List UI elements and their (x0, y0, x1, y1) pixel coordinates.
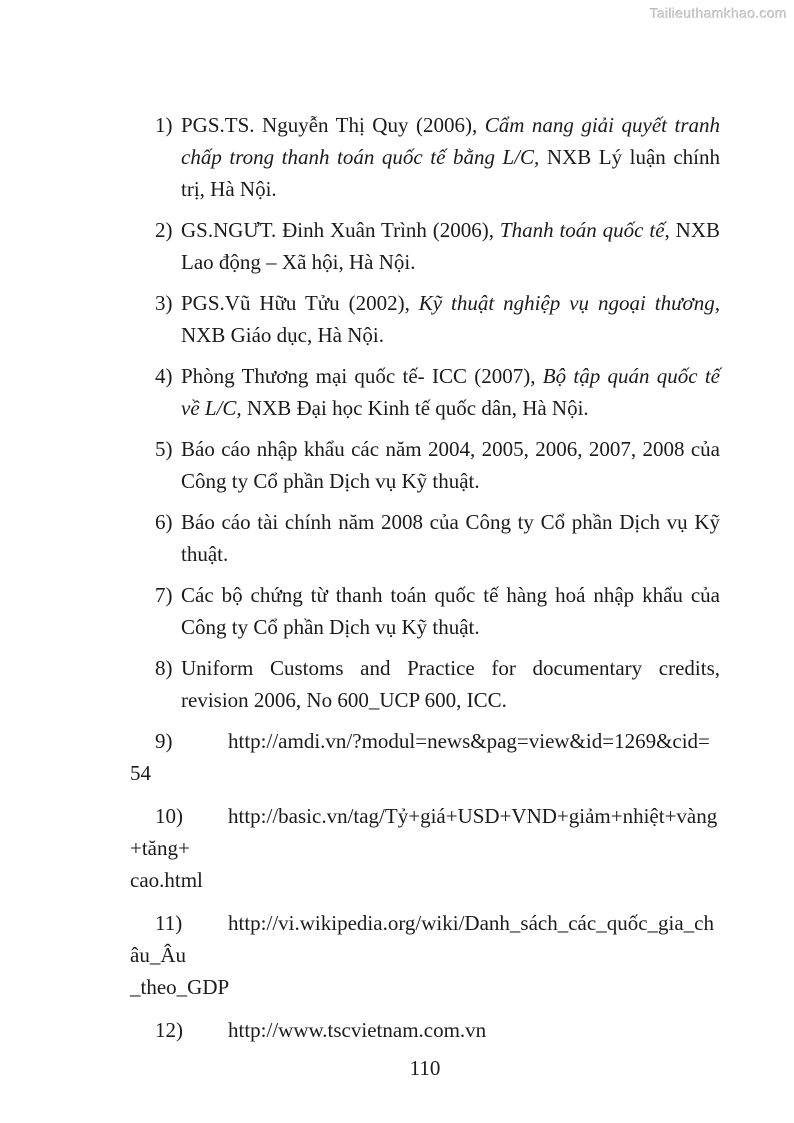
reference-url: http://amdi.vn/?modul=news&pag=view&id=1269&cid=54 (130, 729, 710, 785)
page-number: 110 (409, 1056, 441, 1080)
reference-item-7 (130, 579, 720, 643)
reference-number: 6) (155, 510, 173, 534)
reference-item-10 (130, 800, 720, 896)
reference-item-3 (130, 287, 720, 351)
reference-item-6 (130, 506, 720, 570)
reference-number: 4) (155, 364, 173, 388)
reference-item-11 (130, 907, 720, 1003)
reference-number: 1) (155, 113, 173, 137)
reference-text: Uniform Customs and Practice for documentary credits, revision 2006, No 600_UCP 600, ICC. (181, 656, 720, 712)
reference-item-1 (130, 109, 720, 205)
reference-number: 9) (155, 729, 173, 753)
reference-text: Báo cáo nhập khẩu các năm 2004, 2005, 2006, 2007, 2008 của Công ty Cổ phần Dịch vụ Kỹ thuật. (181, 437, 720, 493)
reference-text: GS.NGƯT. Đinh Xuân Trình (2006), Thanh toán quốc tế, NXB Lao động – Xã hội, Hà Nội. (181, 218, 721, 274)
reference-text: PGS.TS. Nguyễn Thị Quy (2006), Cẩm nang giải quyết tranh chấp trong thanh toán quốc tế bằng L/C, NXB Lý luận chính trị, Hà Nội. (181, 113, 720, 201)
reference-item-8 (130, 652, 720, 716)
reference-url-continuation: cao.html (130, 868, 203, 892)
reference-item-9 (130, 725, 720, 789)
reference-url: http://www.tscvietnam.com.vn (228, 1018, 487, 1042)
reference-text: Các bộ chứng từ thanh toán quốc tế hàng hoá nhập khẩu của Công ty Cổ phần Dịch vụ Kỹ thuật. (181, 583, 720, 639)
reference-text: Phòng Thương mại quốc tế- ICC (2007), Bộ tập quán quốc tế về L/C, NXB Đại học Kinh tế quốc dân, Hà Nội. (181, 364, 720, 420)
reference-text: Báo cáo tài chính năm 2008 của Công ty Cổ phần Dịch vụ Kỹ thuật. (181, 510, 720, 566)
watermark: Tailieuthamkhao.com (649, 5, 787, 21)
reference-text: PGS.Vũ Hữu Tửu (2002), Kỹ thuật nghiệp vụ ngoại thương, NXB Giáo dục, Hà Nội. (181, 291, 720, 347)
reference-url: http://vi.wikipedia.org/wiki/Danh_sách_các_quốc_gia_châu_Âu (130, 911, 714, 967)
reference-item-5 (130, 433, 720, 497)
references-list (130, 109, 720, 1057)
reference-item-12 (130, 1014, 720, 1046)
reference-number: 5) (155, 437, 173, 461)
reference-url: http://basic.vn/tag/Tỷ+giá+USD+VND+giảm+nhiệt+vàng+tăng+ (130, 804, 718, 860)
reference-number: 3) (155, 291, 173, 315)
reference-item-4 (130, 360, 720, 424)
reference-number: 2) (155, 218, 173, 242)
reference-number: 7) (155, 583, 173, 607)
reference-number: 8) (155, 656, 173, 680)
reference-number: 12) (155, 1018, 183, 1042)
reference-number: 10) (155, 804, 183, 828)
reference-number: 11) (155, 911, 183, 935)
reference-item-2 (130, 214, 720, 278)
reference-url-continuation: _theo_GDP (130, 975, 230, 999)
